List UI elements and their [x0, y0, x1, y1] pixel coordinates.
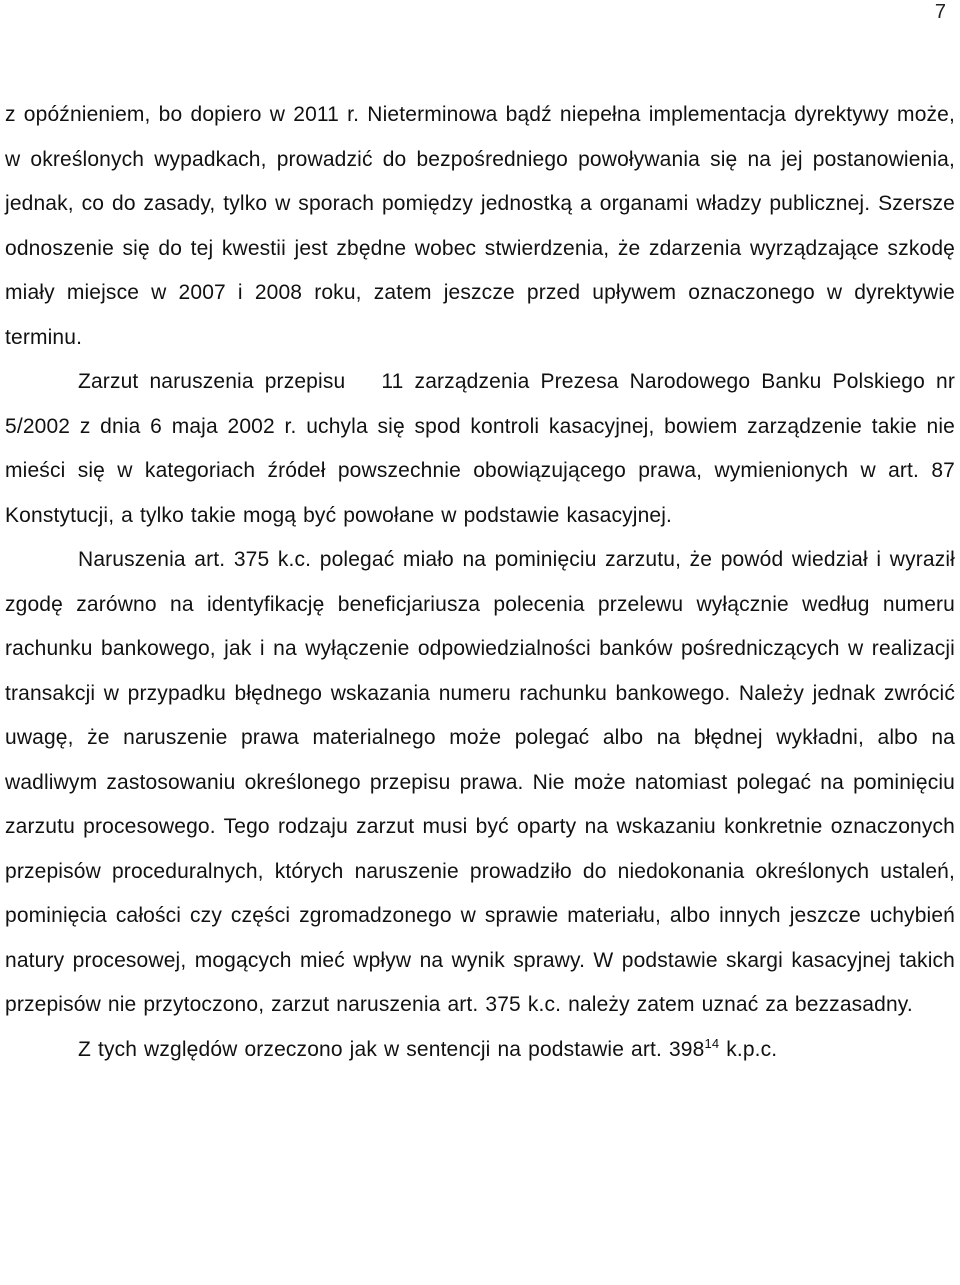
paragraph-2-start: Zarzut naruszenia przepisu [78, 370, 346, 393]
paragraph-1: z opóźnieniem, bo dopiero w 2011 r. Nieterminowa bądź niepełna implementacja dyrektywy może, w określonych wypadkach, prowadzić do bezpośredniego powoływania się na jej postanowienia, jednak, co do zasady, tylko w sporach pomiędzy jednostką a organami władzy publicznej. Szersze odnoszenie się do tej kwestii jest zbędne wobec stwierdzenia, że zdarzenia wyrządzające szkodę miały miejsce w 2007 i 2008 roku, zatem jeszcze przed upływem oznaczonego w dyrektywie terminu. [5, 103, 955, 349]
paragraph-3: Naruszenia art. 375 k.c. polegać miało na pominięciu zarzutu, że powód wiedział i wyraził zgodę zarówno na identyfikację beneficjariusza polecenia przelewu wyłącznie według numeru rachunku bankowego, jak i na wyłączenie odpowiedzialności banków pośredniczących w realizacji transakcji w przypadku błędnego wskazania numeru rachunku bankowego. Należy jednak zwrócić uwagę, że naruszenie prawa materialnego może polegać albo na błędnej wykładni, albo na wadliwym zastosowaniu określonego przepisu prawa. Nie może natomiast polegać na pominięciu zarzutu procesowego. Tego rodzaju zarzut musi być oparty na wskazaniu konkretnie oznaczonych przepisów proceduralnych, których naruszenie prowadziło do niedokonania określonych ustaleń, pominięcia całości czy części zgromadzonego w sprawie materiału, albo innych jeszcze uchybień natury procesowej, mogących mieć wpływ na wynik sprawy. W podstawie skargi kasacyjnej takich przepisów nie przytoczono, zarzut naruszenia art. 375 k.c. należy zatem uznać za bezzasadny. [5, 548, 955, 1016]
paragraph-2-rest: 11 zarządzenia Prezesa Narodowego Banku Polskiego nr 5/2002 z dnia 6 maja 2002 r. uchyla się spod kontroli kasacyjnej, bowiem zarządzenie takie nie mieści się w kategoriach źródeł powszechnie obowiązującego prawa, wymienionych w art. 87 Konstytucji, a tylko takie mogą być powołane w podstawie kasacyjnej. [5, 370, 955, 527]
paragraph-2 [5, 360, 955, 538]
paragraph-4-start: Z tych względów orzeczono jak w sentencji na podstawie art. 398 [78, 1037, 705, 1061]
paragraph-4-end: k.p.c. [719, 1037, 778, 1061]
paragraph-4 [5, 1028, 955, 1073]
document-body [5, 93, 955, 1072]
article-superscript: 14 [704, 1035, 720, 1051]
page-number: 7 [934, 1, 946, 23]
